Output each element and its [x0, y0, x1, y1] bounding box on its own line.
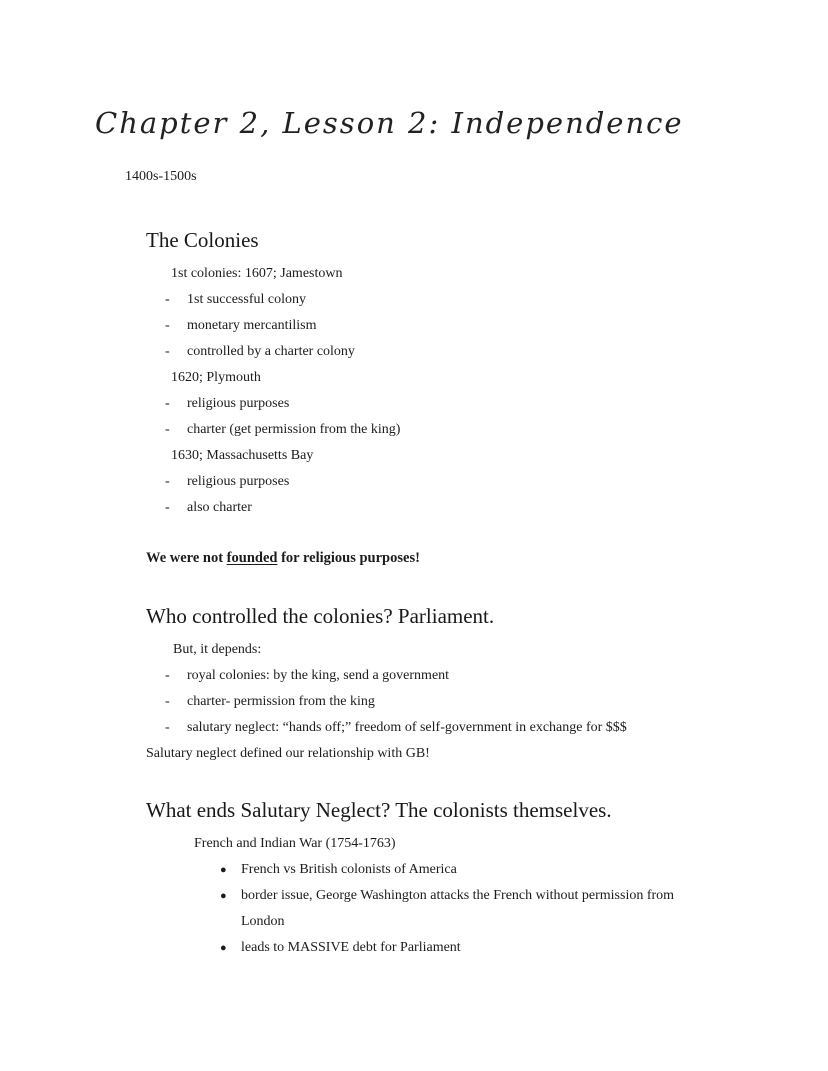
- list-label-massachusetts-bay: 1630; Massachusetts Bay: [171, 448, 314, 463]
- list-item-text: religious purposes: [187, 474, 290, 489]
- section-intro: But, it depends:: [173, 642, 262, 657]
- list-item-text: religious purposes: [187, 396, 290, 411]
- list-item: [165, 469, 828, 495]
- list-item: [220, 883, 828, 935]
- list-item-text: monetary mercantilism: [187, 318, 317, 333]
- list-item-text: salutary neglect: “hands off;” freedom of self-government in exchange for $$$: [187, 720, 627, 735]
- list-item-text: also charter: [187, 500, 252, 515]
- dash-marker: -: [165, 694, 170, 709]
- list-label-plymouth: 1620; Plymouth: [171, 370, 261, 385]
- list-item: [165, 495, 828, 521]
- dash-marker: -: [165, 500, 170, 515]
- list-item-text: 1st successful colony: [187, 292, 306, 307]
- list-item-text: charter- permission from the king: [187, 694, 375, 709]
- note-underlined-word: founded: [226, 550, 278, 566]
- list-item-text: leads to MASSIVE debt for Parliament: [241, 940, 461, 955]
- dash-marker: -: [165, 422, 170, 437]
- section-heading-the-colonies: The Colonies: [146, 228, 259, 252]
- bullet-marker: ●: [220, 890, 227, 902]
- list-item: [165, 313, 828, 339]
- dash-marker: -: [165, 344, 170, 359]
- list-item: [165, 287, 828, 313]
- list-item: [165, 663, 828, 689]
- dash-marker: -: [165, 474, 170, 489]
- section-intro: French and Indian War (1754-1763): [194, 836, 396, 851]
- list-item: [165, 391, 828, 417]
- section-footnote: Salutary neglect defined our relationship with GB!: [146, 746, 430, 761]
- dash-marker: -: [165, 720, 170, 735]
- note-suffix: for religious purposes!: [277, 550, 420, 566]
- list-item-text: royal colonies: by the king, send a government: [187, 668, 450, 683]
- list-item: [165, 417, 828, 443]
- list-item-text: charter (get permission from the king): [187, 422, 401, 437]
- list-item: [220, 857, 828, 883]
- note-prefix: We were not: [146, 550, 227, 566]
- bullet-marker: ●: [220, 942, 227, 954]
- section-heading-parliament: Who controlled the colonies? Parliament.: [146, 604, 495, 628]
- list-item-text: controlled by a charter colony: [187, 344, 355, 359]
- doc-date-range: 1400s-1500s: [125, 169, 197, 184]
- list-label-jamestown: 1st colonies: 1607; Jamestown: [171, 266, 343, 281]
- doc-title: Chapter 2, Lesson 2: Independence: [95, 106, 684, 140]
- dash-marker: -: [165, 318, 170, 333]
- bullet-marker: ●: [220, 864, 227, 876]
- dash-marker: -: [165, 292, 170, 307]
- emphasis-note: [146, 548, 828, 568]
- list-item-text: border issue, George Washington attacks the French without permission from London: [241, 888, 675, 929]
- list-item: [165, 689, 828, 715]
- dash-marker: -: [165, 396, 170, 411]
- list-item: [165, 339, 828, 365]
- section-heading-salutary-neglect: What ends Salutary Neglect? The colonists themselves.: [146, 798, 612, 822]
- list-item: [165, 715, 828, 741]
- list-item: [220, 935, 828, 961]
- dash-marker: -: [165, 668, 170, 683]
- list-item-text: French vs British colonists of America: [241, 862, 457, 877]
